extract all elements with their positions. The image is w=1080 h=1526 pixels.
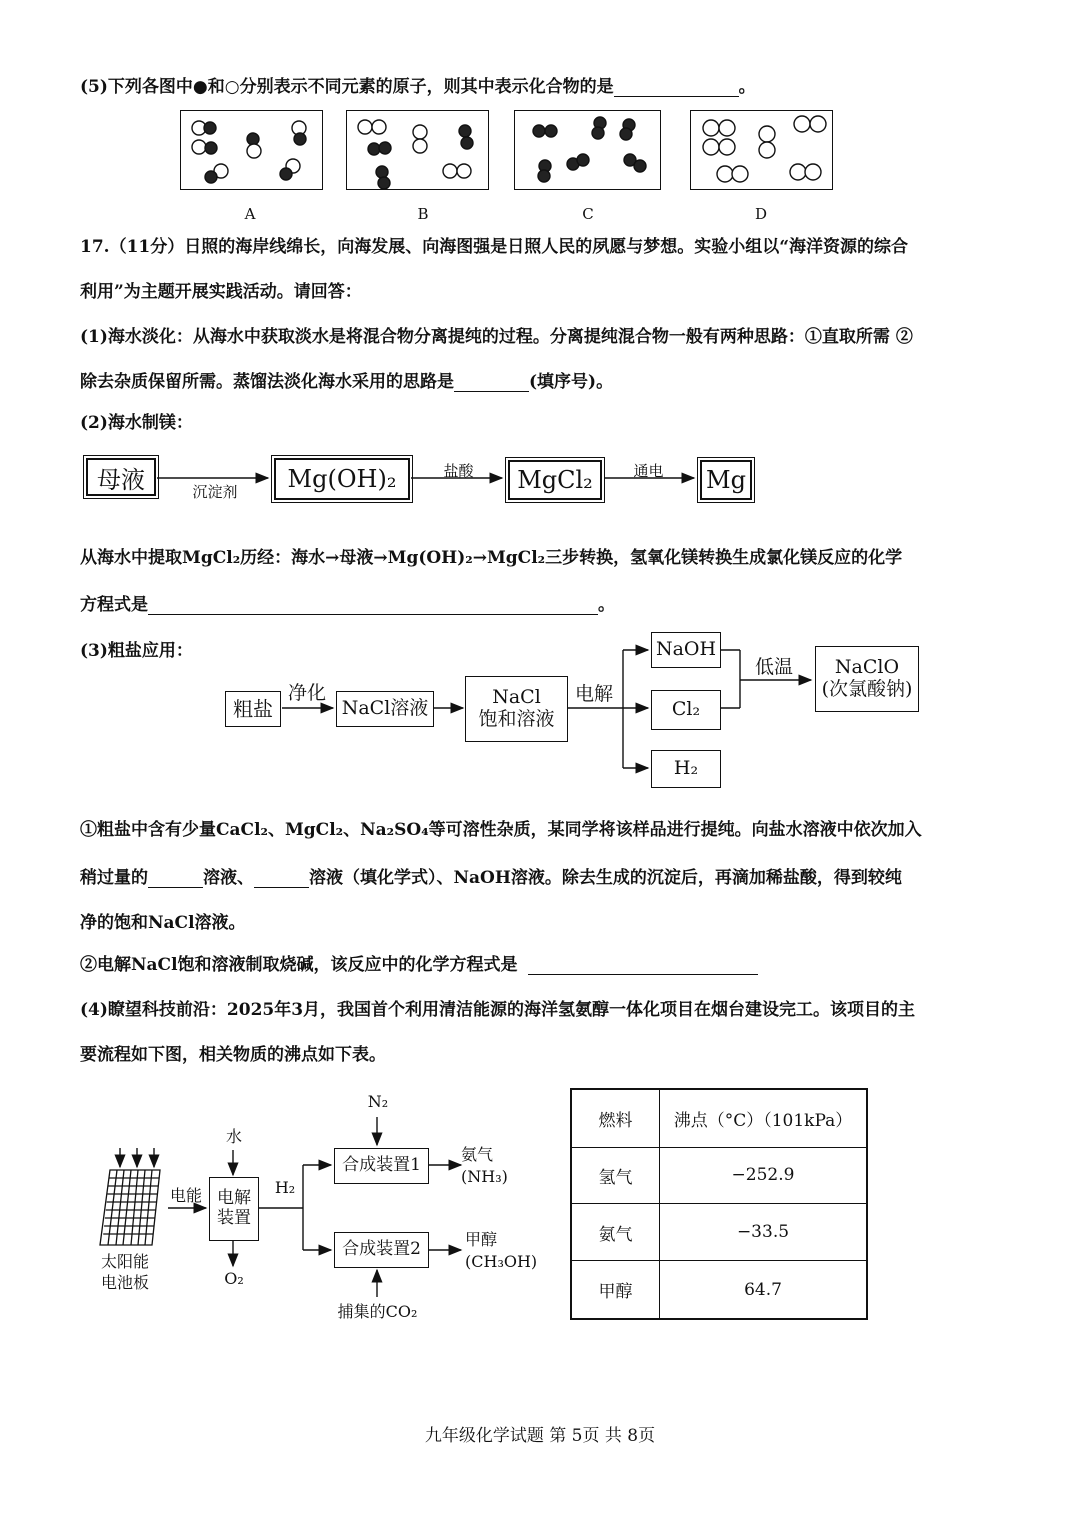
table-header-fuel: 燃料 (571, 1089, 660, 1147)
table-cell-fuel: 氢气 (571, 1147, 660, 1204)
sunlight-arrows (120, 1148, 154, 1167)
q17-part2-text: 方程式是 (80, 595, 148, 615)
q17-intro-line1: 17.（11分）日照的海岸线绵长，向海发展、向海图强是日照人民的夙愿与梦想。实验小组以“海洋资源的综合 (80, 237, 909, 257)
q17-part2-blank[interactable] (148, 614, 598, 615)
page-footer: 九年级化学试题 第 5页 共 8页 (424, 1426, 656, 1446)
q17-part3-1-line1: ①粗盐中含有少量CaCl₂、MgCl₂、Na₂SO₄等可溶性杂质，某同学将该样品进行提纯。向盐水溶液中依次加入 (80, 820, 922, 840)
salt-flow-node-naclo-line2: (次氯酸钠) (821, 678, 913, 700)
h2-flow-product-ammonia-line1: 氨气 (461, 1145, 494, 1164)
q17-part4-line2: 要流程如下图，相关物质的沸点如下表。 (80, 1045, 386, 1065)
salt-flow-node-saturated-nacl-line1: NaCl (492, 686, 541, 709)
table-row (571, 1147, 867, 1204)
h2-flow-node-synthesis-2: 合成装置2 (334, 1232, 429, 1268)
table-row (571, 1261, 867, 1319)
h2-flow-node-electrolyzer-line1: 电解 (217, 1188, 251, 1209)
q17-part1-text: 除去杂质保留所需。蒸馏法淡化海水采用的思路是 (80, 372, 454, 392)
table-cell-fuel: 甲醇 (571, 1261, 660, 1319)
salt-flow-node-h2: H₂ (651, 750, 721, 788)
atom-label-a: A (244, 205, 256, 223)
q17-part3-1-blank1[interactable] (148, 887, 203, 888)
h2-flow-label-n2: N₂ (367, 1092, 389, 1111)
atom-molecules-b (358, 120, 473, 189)
h2-flow-node-synthesis-1: 合成装置1 (334, 1148, 429, 1184)
salt-flow-node-crude-salt: 粗盐 (225, 691, 281, 727)
q17-part1-line1: (1)海水淡化：从海水中获取淡水是将混合物分离提纯的过程。分离提纯混合物一般有两种思路：①直取所需 ② (80, 327, 913, 347)
salt-flow-label-purify: 净化 (287, 682, 326, 704)
mg-flow-node-mgcl2: MgCl₂ (508, 460, 602, 500)
q17-part3-2-text: ②电解NaCl饱和溶液制取烧碱，该反应中的化学方程式是 (80, 955, 518, 975)
solar-panel-icon (100, 1170, 160, 1245)
table-cell-value: 64.7 (660, 1261, 868, 1319)
table-header-boiling-point: 沸点（°C）（101kPa） (660, 1089, 868, 1147)
salt-flow-node-cl2: Cl₂ (651, 690, 721, 730)
h2-flow-label-captured-co2: 捕集的CO₂ (337, 1302, 418, 1321)
h2-flow-label-water: 水 (225, 1127, 242, 1146)
h2-flow-node-electrolyzer-line2: 装置 (217, 1208, 251, 1228)
mg-flow-node-mg: Mg (700, 460, 752, 500)
q5-text: (5)下列各图中●和○分别表示不同元素的原子，则其中表示化合物的是 (80, 77, 614, 97)
h2-flow-solar-label-line2: 电池板 (100, 1272, 149, 1292)
h2-flow-node-electrolyzer (209, 1177, 259, 1241)
salt-flow-node-naoh: NaOH (651, 632, 721, 668)
table-cell-value: −252.9 (660, 1147, 868, 1204)
q17-part3-1-text-a: 稍过量的 (80, 868, 148, 888)
salt-flow-node-naclo (815, 646, 919, 712)
atom-molecules-a (192, 121, 306, 183)
salt-flow-label-electrolysis: 电解 (574, 683, 613, 705)
q17-part2-line2 (80, 590, 615, 615)
h2-flow-product-methanol-line1: 甲醇 (465, 1230, 498, 1249)
q17-part3-1-blank2[interactable] (254, 887, 309, 888)
h2-flow-product-ammonia-line2: (NH₃) (461, 1166, 508, 1186)
table-row (571, 1204, 867, 1261)
q17-part3-1-line3: 净的饱和NaCl溶液。 (80, 913, 246, 933)
h2-flow-product-methanol (465, 1229, 545, 1272)
mg-flow-node-mother-liquor: 母液 (86, 458, 156, 496)
atom-label-d: D (754, 205, 768, 223)
mg-flow-label-precipitant: 沉淀剂 (192, 483, 238, 501)
q17-part1-end: (填序号)。 (529, 372, 614, 392)
q17-part3-1-text-b: 溶液、 (203, 868, 254, 888)
salt-flow-node-saturated-nacl-line2: 饱和溶液 (478, 708, 555, 730)
h2-flow-product-methanol-line2: (CH₃OH) (465, 1251, 538, 1271)
table-cell-value: −33.5 (660, 1204, 868, 1261)
h2-flow-solar-label (90, 1252, 160, 1294)
q17-part2-line1: 从海水中提取MgCl₂历经：海水→母液→Mg(OH)₂→MgCl₂三步转换，氢氧化镁转换生成氯化镁反应的化学 (80, 548, 903, 568)
q17-part3-title: (3)粗盐应用： (80, 641, 193, 661)
mg-flow-label-hcl: 盐酸 (443, 462, 474, 480)
h2-flow-label-o2: O₂ (224, 1269, 244, 1288)
table-cell-fuel: 氨气 (571, 1204, 660, 1261)
salt-flow-node-nacl-solution: NaCl溶液 (336, 691, 434, 727)
q17-part3-1-line2 (80, 863, 902, 888)
h2-flow-label-electric-energy: 电能 (169, 1186, 202, 1205)
h2-flow-solar-label-line1: 太阳能 (100, 1252, 149, 1271)
q17-part3-1-text-c: 溶液（填化学式）、NaOH溶液。除去生成的沉淀后，再滴加稀盐酸，得到较纯 (309, 868, 902, 888)
mg-flow-node-mgoh2: Mg(OH)₂ (274, 458, 410, 500)
mg-flow-label-electricity: 通电 (633, 462, 664, 480)
q17-part4-line1: (4)瞭望科技前沿：2025年3月，我国首个利用清洁能源的海洋氢氨醇一体化项目在烟台建设完工。该项目的主 (80, 1000, 916, 1020)
q17-part2-title: (2)海水制镁： (80, 413, 193, 433)
q17-part3-2-blank[interactable] (528, 974, 758, 975)
salt-flow-node-saturated-nacl (465, 676, 568, 742)
h2-flow-product-ammonia (461, 1144, 517, 1187)
q17-intro-line2: 利用”为主题开展实践活动。请回答： (80, 282, 362, 302)
atom-molecules-c (533, 117, 646, 182)
table-header-row (571, 1089, 867, 1147)
atom-label-b: B (417, 205, 429, 223)
h2-flow-label-h2: H₂ (274, 1178, 296, 1197)
boiling-point-table (570, 1088, 868, 1320)
q17-part2-end: 。 (598, 595, 615, 615)
atom-label-c: C (582, 205, 594, 223)
atom-molecules-d (703, 116, 826, 182)
q17-part1-line2 (80, 367, 613, 392)
q17-part3-2-line (80, 950, 758, 975)
salt-flow-node-naclo-line1: NaClO (834, 656, 900, 679)
salt-flow-label-low-temp: 低温 (754, 656, 793, 678)
q5-end: 。 (738, 77, 756, 97)
q17-part1-blank[interactable] (454, 391, 529, 392)
